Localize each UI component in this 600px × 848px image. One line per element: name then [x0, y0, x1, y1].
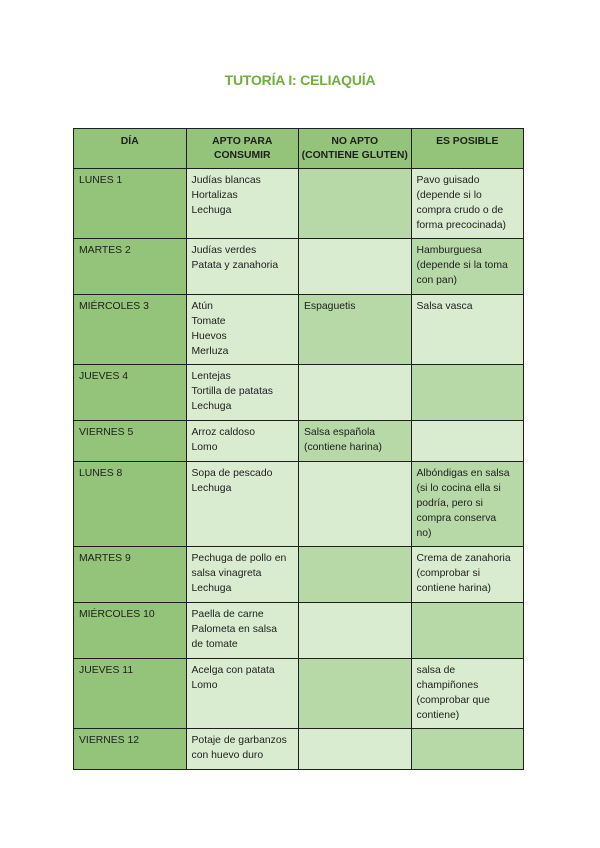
- apto-cell: Lentejas Tortilla de patatas Lechuga: [186, 365, 299, 421]
- posible-cell: Albóndigas en salsa (si lo cocina ella si podría, pero si compra conserva no): [411, 462, 524, 547]
- no-apto-cell: [299, 729, 412, 770]
- no-apto-cell: [299, 365, 412, 421]
- posible-cell: Salsa vasca: [411, 295, 524, 365]
- apto-cell: Judías blancas Hortalizas Lechuga: [186, 169, 299, 239]
- day-cell: MIÉRCOLES 10: [74, 603, 187, 659]
- table-row: [74, 421, 524, 462]
- table-row: [74, 169, 524, 239]
- no-apto-cell: [299, 239, 412, 295]
- page-title: TUTORÍA I: CELIAQUÍA: [224, 72, 376, 88]
- menu-table: [73, 128, 524, 770]
- table-row: [74, 239, 524, 295]
- no-apto-cell: [299, 547, 412, 603]
- posible-cell: [411, 421, 524, 462]
- no-apto-cell: Salsa española (contiene harina): [299, 421, 412, 462]
- table-row: [74, 547, 524, 603]
- posible-cell: Hamburguesa (depende si la toma con pan): [411, 239, 524, 295]
- table-row: [74, 729, 524, 770]
- table-row: [74, 603, 524, 659]
- no-apto-cell: Espaguetis: [299, 295, 412, 365]
- day-cell: VIERNES 5: [74, 421, 187, 462]
- day-cell: MIÉRCOLES 3: [74, 295, 187, 365]
- posible-cell: Crema de zanahoria (comprobar si contiene harina): [411, 547, 524, 603]
- posible-cell: Pavo guisado (depende si lo compra crudo o de forma precocinada): [411, 169, 524, 239]
- apto-cell: Sopa de pescado Lechuga: [186, 462, 299, 547]
- table-row: [74, 295, 524, 365]
- header-posible: ES POSIBLE: [411, 129, 524, 169]
- posible-cell: salsa de champiñones (comprobar que contiene): [411, 659, 524, 729]
- table-row: [74, 462, 524, 547]
- no-apto-cell: [299, 462, 412, 547]
- no-apto-cell: [299, 659, 412, 729]
- header-row: [74, 129, 524, 169]
- header-no-apto: NO APTO (CONTIENE GLUTEN): [299, 129, 412, 169]
- apto-cell: Pechuga de pollo en salsa vinagreta Lechuga: [186, 547, 299, 603]
- table-row: [74, 659, 524, 729]
- no-apto-cell: [299, 603, 412, 659]
- apto-cell: Atún Tomate Huevos Merluza: [186, 295, 299, 365]
- day-cell: MARTES 9: [74, 547, 187, 603]
- header-apto: APTO PARA CONSUMIR: [186, 129, 299, 169]
- apto-cell: Paella de carne Palometa en salsa de tomate: [186, 603, 299, 659]
- apto-cell: Judías verdes Patata y zanahoria: [186, 239, 299, 295]
- day-cell: LUNES 8: [74, 462, 187, 547]
- posible-cell: [411, 603, 524, 659]
- table-row: [74, 365, 524, 421]
- day-cell: MARTES 2: [74, 239, 187, 295]
- no-apto-cell: [299, 169, 412, 239]
- posible-cell: [411, 729, 524, 770]
- apto-cell: Acelga con patata Lomo: [186, 659, 299, 729]
- day-cell: JUEVES 4: [74, 365, 187, 421]
- day-cell: JUEVES 11: [74, 659, 187, 729]
- apto-cell: Potaje de garbanzos con huevo duro: [186, 729, 299, 770]
- day-cell: LUNES 1: [74, 169, 187, 239]
- header-dia: DÍA: [74, 129, 187, 169]
- posible-cell: [411, 365, 524, 421]
- day-cell: VIERNES 12: [74, 729, 187, 770]
- apto-cell: Arroz caldoso Lomo: [186, 421, 299, 462]
